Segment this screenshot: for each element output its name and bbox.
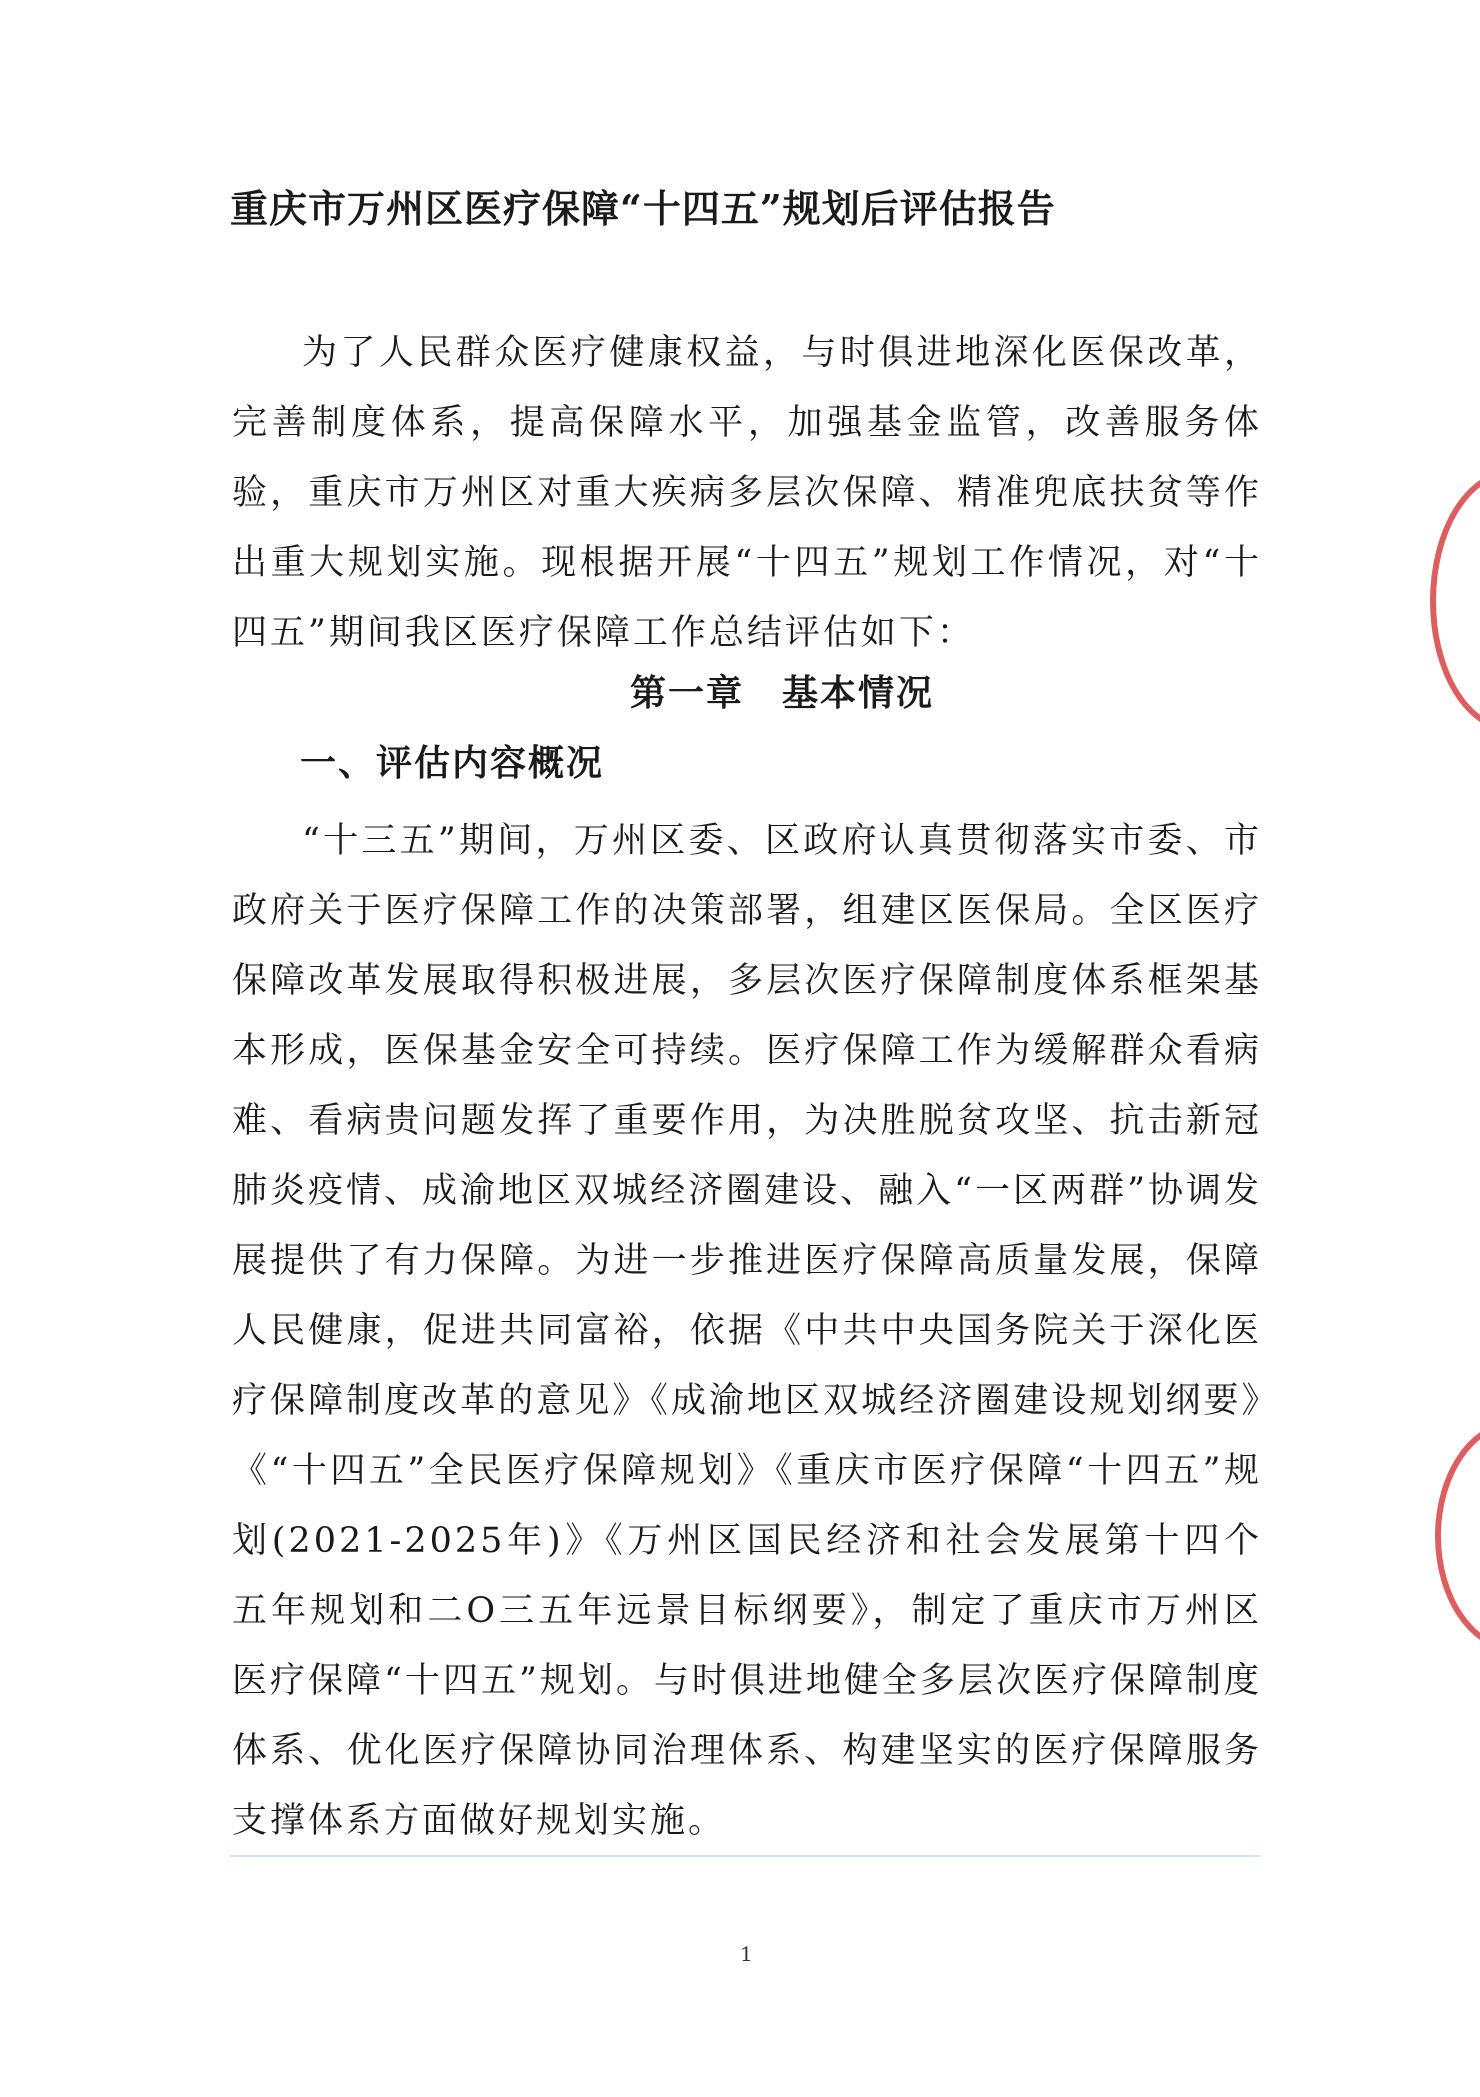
section-heading: 一、评估内容概况 bbox=[300, 742, 605, 784]
page-number: 1 bbox=[740, 1942, 753, 1966]
document-title: 重庆市万州区医疗保障“十四五”规划后评估报告 bbox=[230, 186, 1056, 231]
body-paragraph: “十三五”期间，万州区委、区政府认真贯彻落实市委、市政府关于医疗保障工作的决策部署，组建区医保局。全区医疗保障改革发展取得积极进展，多层次医疗保障制度体系框架基本形成，医保基金安全可持续。医疗保障工作为缓解群众看病难、看病贵问题发挥了重要作用，为决胜脱贫攻坚、抗击新冠肺炎疫情、成渝地区双城经济圈建设、融入“一区两群”协调发展提供了有力保障。为进一步推进医疗保障高质量发展，保障人民健康，促进共同富裕，依据《中共中央国务院关于深化医疗保障制度改革的意见》《成渝地区双城经济圈建设规划纲要》《“十四五”全民医疗保障规划》《重庆市医疗保障“十四五”规划(2021-2025年)》《万州区国民经济和社会发展第十四个五年规划和二O三五年远景目标纲要》，制定了重庆市万州区医疗保障“十四五”规划。与时俱进地健全多层次医疗保障制度体系、优化医疗保障协同治理体系、构建坚实的医疗保障服务支撑体系方面做好规划实施。 bbox=[232, 821, 1262, 1841]
intro-paragraph: 为了人民群众医疗健康权益，与时俱进地深化医保改革，完善制度体系，提高保障水平，加强基金监管，改善服务体验，重庆市万州区对重大疾病多层次保障、精准兜底扶贫等作出重大规划实施。现根据开展“十四五”规划工作情况，对“十四五”期间我区医疗保障工作总结评估如下： bbox=[232, 333, 1262, 653]
scan-artifact-line bbox=[230, 1855, 1260, 1857]
official-seal-bottom bbox=[1435, 1420, 1480, 1652]
official-seal-top bbox=[1430, 470, 1480, 732]
chapter-heading: 第一章 基本情况 bbox=[630, 672, 935, 714]
